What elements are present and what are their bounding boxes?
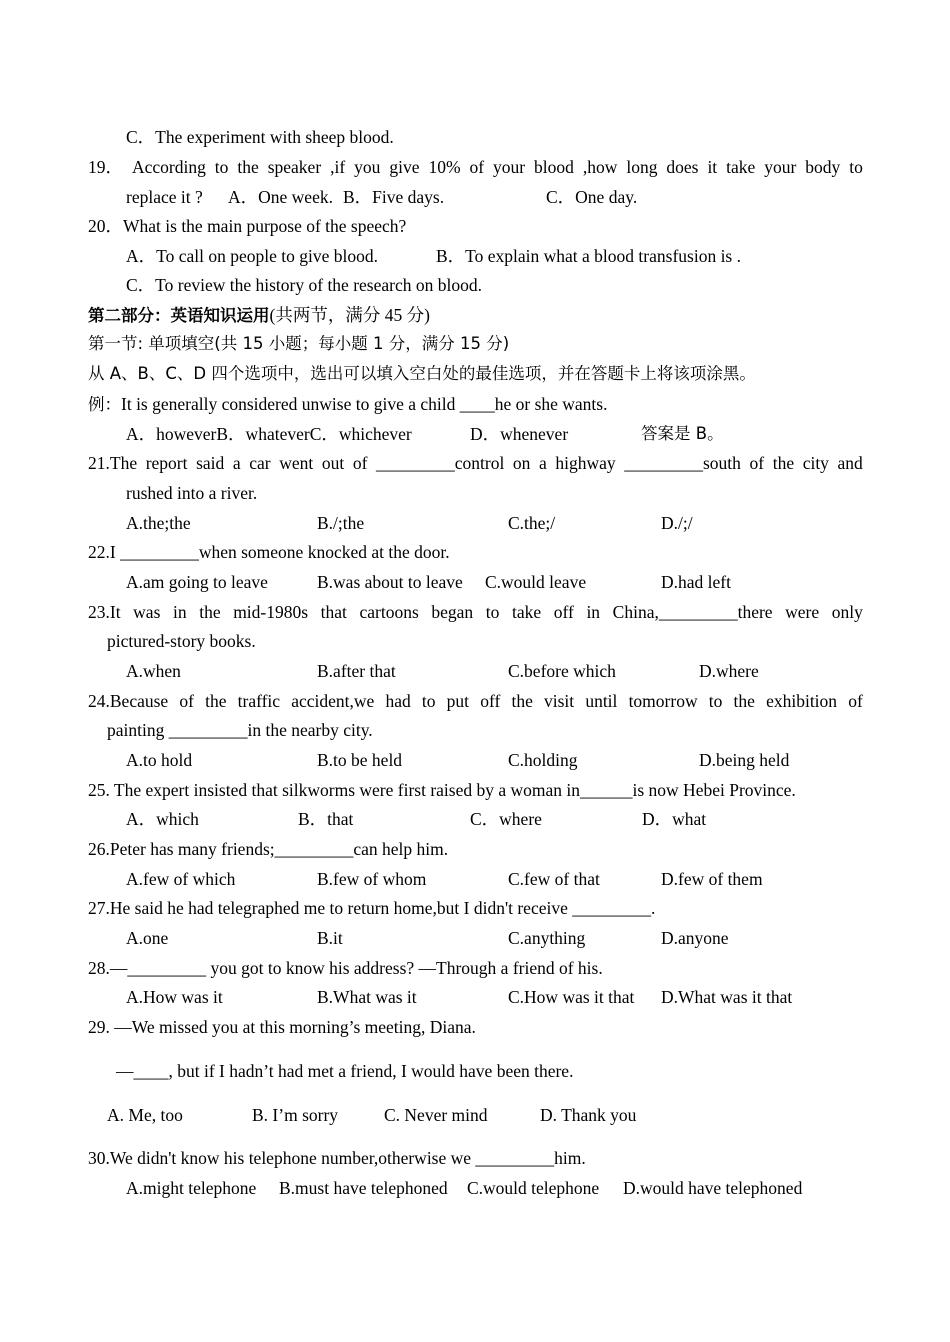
q19-option-b: B．Five days. — [343, 187, 445, 207]
q24-option-d: D.being held — [699, 750, 790, 770]
stem-word: tomorrow — [628, 691, 698, 711]
q27-option-d: D.anyone — [661, 928, 729, 948]
stem-word: car — [249, 453, 271, 473]
stem-word: of — [352, 453, 368, 473]
stem-word: went — [279, 453, 314, 473]
stem-word: the — [772, 453, 795, 473]
stem-word: 10% — [428, 157, 461, 177]
q21-option-b: B./;the — [317, 513, 365, 533]
q23-option-c: C.before which — [508, 661, 616, 681]
q23-option-d: D.where — [699, 661, 759, 681]
stem-word: does — [666, 157, 699, 177]
section1-instructions: 从 A、B、C、D 四个选项中，选出可以填入空白处的最佳选项，并在答题卡上将该项涂黑。 — [88, 364, 756, 383]
stem-word: take — [512, 602, 542, 622]
stem-word: only — [831, 602, 863, 622]
q26-option-b: B.few of whom — [317, 869, 427, 889]
q27-option-a: A.one — [126, 928, 169, 948]
stem-word: long — [626, 157, 658, 177]
q25-option-b: B．that — [298, 809, 354, 829]
section1-heading: 第一节: 单项填空(共 15 小题；每小题 1 分，满分 15 分) — [88, 334, 510, 353]
q29-option-b: B. I’m sorry — [252, 1105, 339, 1125]
stem-word: the — [511, 691, 533, 711]
stem-word: blood — [534, 157, 574, 177]
stem-word: speaker — [267, 157, 322, 177]
stem-word: China,_________there — [612, 602, 773, 622]
q28-option-a: A.How was it — [126, 987, 223, 1007]
stem-word: ,if — [330, 157, 346, 177]
q28-option-c: C.How was it that — [508, 987, 635, 1007]
stem-word: accident,we — [291, 691, 375, 711]
q27-option-c: C.anything — [508, 928, 586, 948]
q26-option-a: A.few of which — [126, 869, 236, 889]
q22-option-d: D.had left — [661, 572, 731, 592]
example-answer: 答案是 B。 — [641, 424, 724, 443]
part2-heading — [88, 304, 430, 327]
stem-word: to — [421, 691, 436, 711]
stem-word: had — [385, 691, 411, 711]
q19-stem-line2: replace it ? — [126, 187, 203, 207]
q23-option-b: B.after that — [317, 661, 396, 681]
q30-stem: 30.We didn't know his telephone number,otherwise we _________him. — [88, 1148, 586, 1168]
q25-option-c: C．where — [470, 809, 542, 829]
stem-word: 24.Because — [88, 691, 169, 711]
stem-word: said — [196, 453, 225, 473]
stem-word: 23.It — [88, 602, 121, 622]
q30-option-a: A.might telephone — [126, 1178, 257, 1198]
stem-word: a — [232, 453, 241, 473]
q29-option-a: A. Me, too — [107, 1105, 183, 1125]
stem-word: report — [145, 453, 188, 473]
q28-option-b: B.What was it — [317, 987, 417, 1007]
q25-option-d: D．what — [642, 809, 707, 829]
stem-word: to — [214, 157, 229, 177]
q29-option-c: C. Never mind — [384, 1105, 488, 1125]
stem-word: to — [708, 691, 723, 711]
q26-option-d: D.few of them — [661, 869, 763, 889]
stem-word: body — [805, 157, 841, 177]
stem-word: the — [199, 602, 221, 622]
stem-word: highway — [555, 453, 616, 473]
stem-word: off — [553, 602, 574, 622]
q25-stem: 25. The expert insisted that silkworms were first raised by a woman in______is now Hebei Province. — [88, 780, 796, 800]
part2-heading-score: (共两节，满分 45 分) — [269, 305, 430, 325]
q29-option-d: D. Thank you — [540, 1105, 637, 1125]
q24-stem-line2: painting _________in the nearby city. — [107, 720, 373, 740]
stem-word: mid-1980s — [233, 602, 309, 622]
stem-word: the — [733, 691, 755, 711]
q23-stem-line1 — [88, 601, 863, 623]
q30-option-d: D.would have telephoned — [623, 1178, 803, 1198]
part2-heading-title: 第二部分：英语知识运用 — [88, 306, 270, 325]
stem-word: that — [320, 602, 347, 622]
q28-stem: 28.—_________ you got to know his address? —Through a friend of his. — [88, 958, 603, 978]
stem-word: city — [802, 453, 829, 473]
stem-word: your — [493, 157, 526, 177]
q18-option-c: C．The experiment with sheep blood. — [126, 127, 394, 147]
stem-word: of — [848, 691, 863, 711]
stem-word: a — [539, 453, 547, 473]
q20-option-b: B．To explain what a blood transfusion is . — [436, 246, 741, 266]
example-options: A．howeverB．whateverC．whichever — [126, 424, 412, 444]
q21-option-d: D./;/ — [661, 513, 693, 533]
q19-stem-line1 — [88, 156, 863, 178]
q21-option-c: C.the;/ — [508, 513, 556, 533]
stem-word: traffic — [237, 691, 281, 711]
q23-option-a: A.when — [126, 661, 181, 681]
stem-word: until — [585, 691, 618, 711]
q24-stem-line1 — [88, 690, 863, 712]
q23-stem-line2: pictured-story books. — [107, 631, 256, 651]
stem-word: you — [354, 157, 381, 177]
q24-option-c: C.holding — [508, 750, 578, 770]
stem-word: 19． — [88, 157, 123, 177]
q20-stem: 20．What is the main purpose of the speech? — [88, 216, 407, 236]
q22-stem: 22.I _________when someone knocked at the door. — [88, 542, 450, 562]
q30-option-c: C.would telephone — [467, 1178, 600, 1198]
q20-option-a: A．To call on people to give blood. — [126, 246, 378, 266]
q24-option-a: A.to hold — [126, 750, 193, 770]
q30-option-b: B.must have telephoned — [279, 1178, 448, 1198]
q26-option-c: C.few of that — [508, 869, 600, 889]
q28-option-d: D.What was it that — [661, 987, 793, 1007]
stem-word: in — [172, 602, 187, 622]
stem-word: and — [837, 453, 863, 473]
stem-word: _________control — [375, 453, 505, 473]
q19-option-a: A．One week. — [228, 187, 333, 207]
q27-option-b: B.it — [317, 928, 343, 948]
q25-option-a: A．which — [126, 809, 199, 829]
q20-option-c: C．To review the history of the research on blood. — [126, 275, 482, 295]
stem-word: out — [321, 453, 345, 473]
stem-word: put — [446, 691, 470, 711]
q22-option-c: C.would leave — [485, 572, 587, 592]
q29-reply: —____, but if I hadn’t had met a friend, I would have been there. — [116, 1061, 574, 1081]
stem-word: began — [431, 602, 474, 622]
q21-stem-line2: rushed into a river. — [126, 483, 258, 503]
stem-word: of — [749, 453, 765, 473]
stem-word: on — [512, 453, 531, 473]
stem-word: was — [133, 602, 161, 622]
example-option-d: D．whenever — [470, 424, 569, 444]
q29-stem: 29. —We missed you at this morning’s meeting, Diana. — [88, 1017, 476, 1037]
stem-word: exhibition — [766, 691, 838, 711]
stem-word: of — [469, 157, 485, 177]
stem-word: of — [179, 691, 194, 711]
q24-option-b: B.to be held — [317, 750, 403, 770]
stem-word: to — [485, 602, 500, 622]
stem-word: to — [849, 157, 863, 177]
stem-word: According — [131, 157, 206, 177]
stem-word: give — [389, 157, 420, 177]
q27-stem: 27.He said he had telegraphed me to return home,but I didn't receive _________. — [88, 898, 656, 918]
stem-word: your — [764, 157, 797, 177]
example-stem: It is generally considered unwise to give a child ____he or she wants. — [121, 394, 608, 414]
q22-option-b: B.was about to leave — [317, 572, 463, 592]
example-label: 例： — [88, 395, 121, 414]
q19-option-c: C．One day. — [546, 187, 638, 207]
stem-word: the — [237, 157, 259, 177]
stem-word: in — [586, 602, 601, 622]
q21-stem-line1 — [88, 452, 863, 474]
stem-word: cartoons — [359, 602, 419, 622]
stem-word: ,how — [582, 157, 618, 177]
stem-word: the — [205, 691, 227, 711]
example-stem-line — [88, 393, 607, 416]
q26-stem: 26.Peter has many friends;_________can help him. — [88, 839, 449, 859]
stem-word: were — [785, 602, 820, 622]
stem-word: 21.The — [88, 453, 138, 473]
stem-word: take — [726, 157, 756, 177]
q22-option-a: A.am going to leave — [126, 572, 268, 592]
q21-option-a: A.the;the — [126, 513, 191, 533]
stem-word: off — [480, 691, 501, 711]
stem-word: _________south — [624, 453, 741, 473]
stem-word: visit — [544, 691, 575, 711]
stem-word: it — [707, 157, 718, 177]
